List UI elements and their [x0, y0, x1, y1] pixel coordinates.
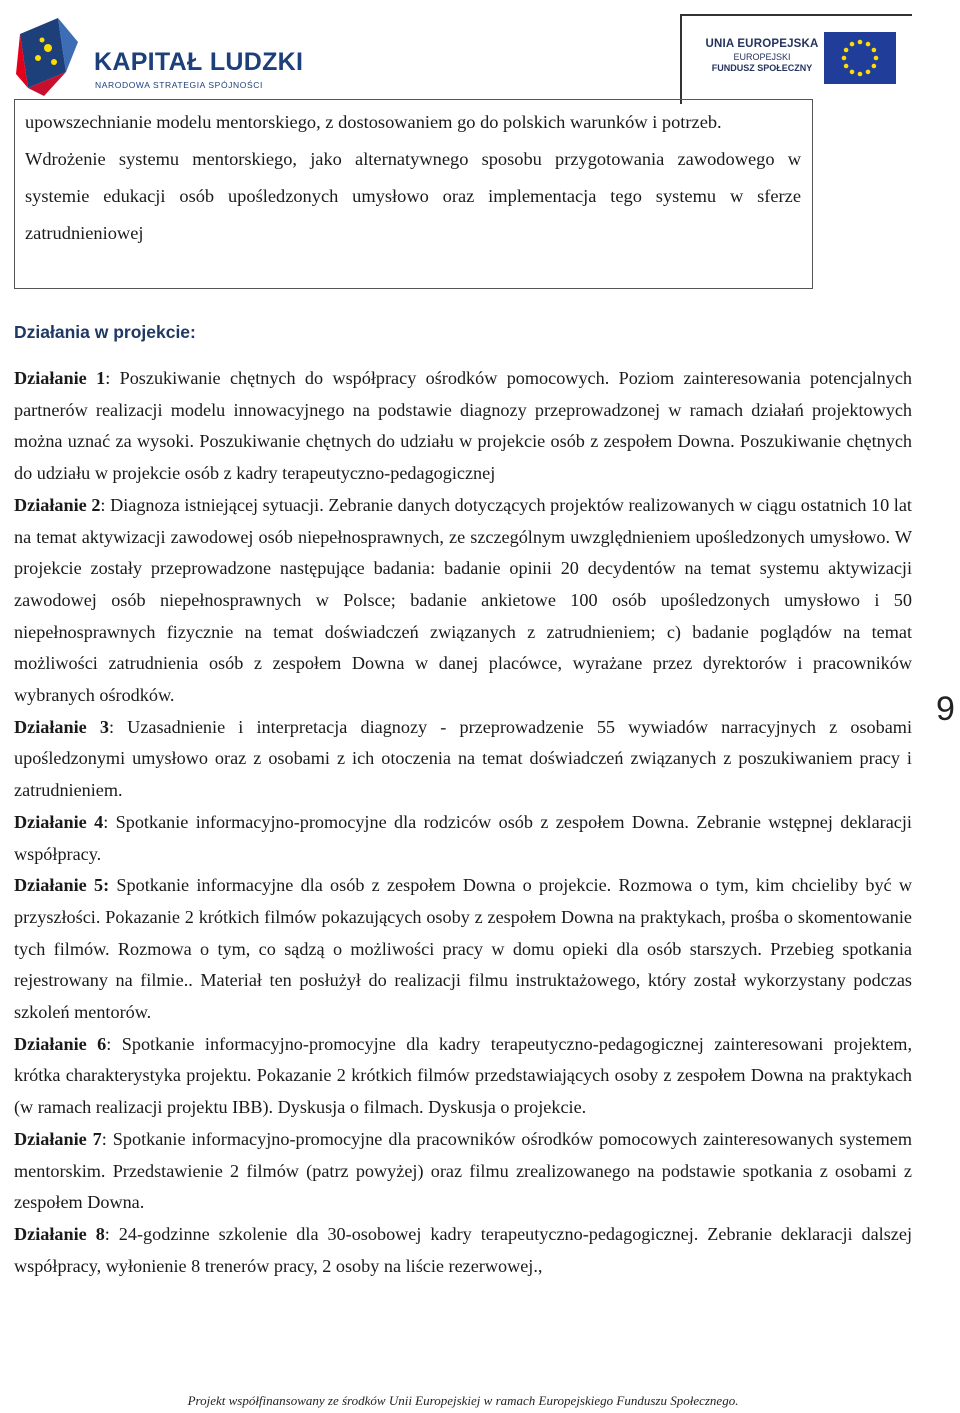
action-separator: :	[105, 368, 111, 388]
action-text: Spotkanie informacyjno-promocyjne dla rodziców osób z zespołem Downa. Zebranie wstępnej deklaracji współpracy.	[14, 811, 912, 864]
action-paragraph	[14, 870, 912, 1029]
action-paragraph	[14, 1219, 912, 1282]
action-separator: :	[103, 811, 109, 832]
action-label: Działanie 5:	[14, 875, 110, 896]
kapital-ludzki-title: KAPITAŁ LUDZKI	[94, 48, 304, 76]
goals-paragraph-1: upowszechnianie modelu mentorskiego, z dostosowaniem go do polskich warunków i potrzeb.	[25, 112, 722, 132]
eu-flag-icon	[824, 32, 896, 84]
action-label: Działanie 8	[14, 1223, 105, 1244]
kapital-ludzki-logo	[14, 14, 304, 104]
action-paragraph	[14, 490, 912, 712]
action-paragraph	[14, 712, 912, 807]
eu-logo-text	[702, 38, 822, 73]
action-label: Działanie 4	[14, 811, 104, 832]
action-separator: :	[106, 1033, 112, 1054]
action-text: Uzasadnienie i interpretacja diagnozy - przeprowadzenie 55 wywiadów narracyjnych z osobami upośledzonymi umysłowo oraz z osobami z ich otoczenia na temat doświadczeń związanych z poszukiwaniem pracy i zatrudnieniem.	[14, 716, 912, 801]
actions-list	[14, 363, 912, 1282]
kapital-ludzki-subtitle: NARODOWA STRATEGIA SPÓJNOŚCI	[95, 80, 263, 90]
action-text: Poszukiwanie chętnych do współpracy ośrodków pomocowych. Poziom zainteresowania potencjalnych partnerów realizacji modelu innowacyjnego na podstawie diagnozy przeprowadzonej w ramach działań projektowych można uznać za wysoki. Poszukiwanie chętnych do udziału w projekcie osób z zespołem Downa. Poszukiwanie chętnych do udziału w projekcie osób z kadry terapeutyczno-pedagogicznej	[14, 368, 912, 484]
section-heading: Działania w projekcie:	[14, 322, 196, 342]
eu-logo-line2: EUROPEJSKI	[733, 52, 791, 62]
action-text: Spotkanie informacyjno-promocyjne dla pracowników ośrodków pomocowych zainteresowanych systemem mentorskim. Przedstawienie 2 filmów (patrz powyżej) oraz filmu zrealizowanego na podstawie spotkania z osobami z zespołem Downa.	[14, 1128, 912, 1213]
action-label: Działanie 3	[14, 716, 109, 737]
action-paragraph	[14, 807, 912, 870]
action-paragraph	[14, 363, 912, 490]
page-number: 9	[936, 690, 955, 728]
goals-paragraph-2: Wdrożenie systemu mentorskiego, jako alternatywnego sposobu przygotowania zawodowego w systemie edukacji osób upośledzonych umysłowo oraz implementacja tego systemu w sferze zatrudnieniowej	[25, 149, 801, 243]
action-paragraph	[14, 1124, 912, 1219]
action-label: Działanie 1	[14, 368, 106, 388]
action-text: Spotkanie informacyjne dla osób z zespołem Downa o projekcie. Rozmowa o tym, kim chcieliby być w przyszłości. Pokazanie 2 krótkich filmów pokazujących osoby z zespołem Downa na praktykach, prośba o skomentowanie tych filmów. Rozmowa o tym, co sądzą o możliwości pracy w domu opieki dla osób starszych. Przebieg spotkania rejestrowany na filmie.. Materiał ten posłużył do realizacji filmu instruktażowego, który został wykorzystany podczas szkoleń mentorów.	[14, 875, 912, 1023]
action-separator: :	[101, 1128, 107, 1149]
footer-note: Projekt współfinansowany ze środków Unii Europejskiej w ramach Europejskiego Funduszu Społecznego.	[187, 1393, 739, 1408]
kapital-ludzki-emblem-icon	[14, 14, 84, 96]
action-label: Działanie 6	[14, 1033, 107, 1054]
action-label: Działanie 7	[14, 1128, 102, 1149]
eu-logo	[680, 14, 912, 104]
action-text: Diagnoza istniejącej sytuacji. Zebranie danych dotyczących projektów realizowanych w ciągu ostatnich 10 lat na temat aktywizacji zawodowej osób niepełnosprawnych, ze szczególnym uwzględnieniem upośledzonych umysłowo. W projekcie zostały przeprowadzone następujące badania: badanie opinii 20 decydentów na temat systemu aktywizacji zawodowej osób niepełnosprawnych w Polsce; badanie ankietowe 100 osób upośledzonych umysłowo i 50 niepełnosprawnych fizycznie na temat doświadczeń związanych z zatrudnieniem; c) badanie poglądów na temat możliwości zatrudnienia osób z zespołem Downa w danej placówce, wyrażane przez dyrektorów i pracowników wybranych ośrodków.	[14, 494, 912, 706]
action-separator: :	[108, 716, 115, 737]
action-label: Działanie 2	[14, 494, 101, 515]
action-separator: :	[104, 1223, 110, 1244]
eu-logo-line3: FUNDUSZ SPOŁECZNY	[711, 63, 813, 73]
action-paragraph	[14, 1029, 912, 1124]
goals-box	[14, 99, 813, 289]
action-text: Spotkanie informacyjno-promocyjne dla kadry terapeutyczno-pedagogicznej zainteresowani projektem, krótka charakterystyka projektu. Pokazanie 2 krótkich filmów przedstawiających osoby z zespołem Downa na praktykach (w ramach realizacji projektu IBB). Dyskusja o filmach. Dyskusja o projekcie.	[14, 1033, 912, 1118]
eu-logo-line1: UNIA EUROPEJSKA	[705, 38, 819, 50]
action-separator: :	[100, 494, 106, 515]
action-text: 24-godzinne szkolenie dla 30-osobowej kadry terapeutyczno-pedagogicznej. Zebranie deklaracji dalszej współpracy, wyłonienie 8 trenerów pracy, 2 osoby na liście rezerwowej.,	[14, 1223, 913, 1276]
